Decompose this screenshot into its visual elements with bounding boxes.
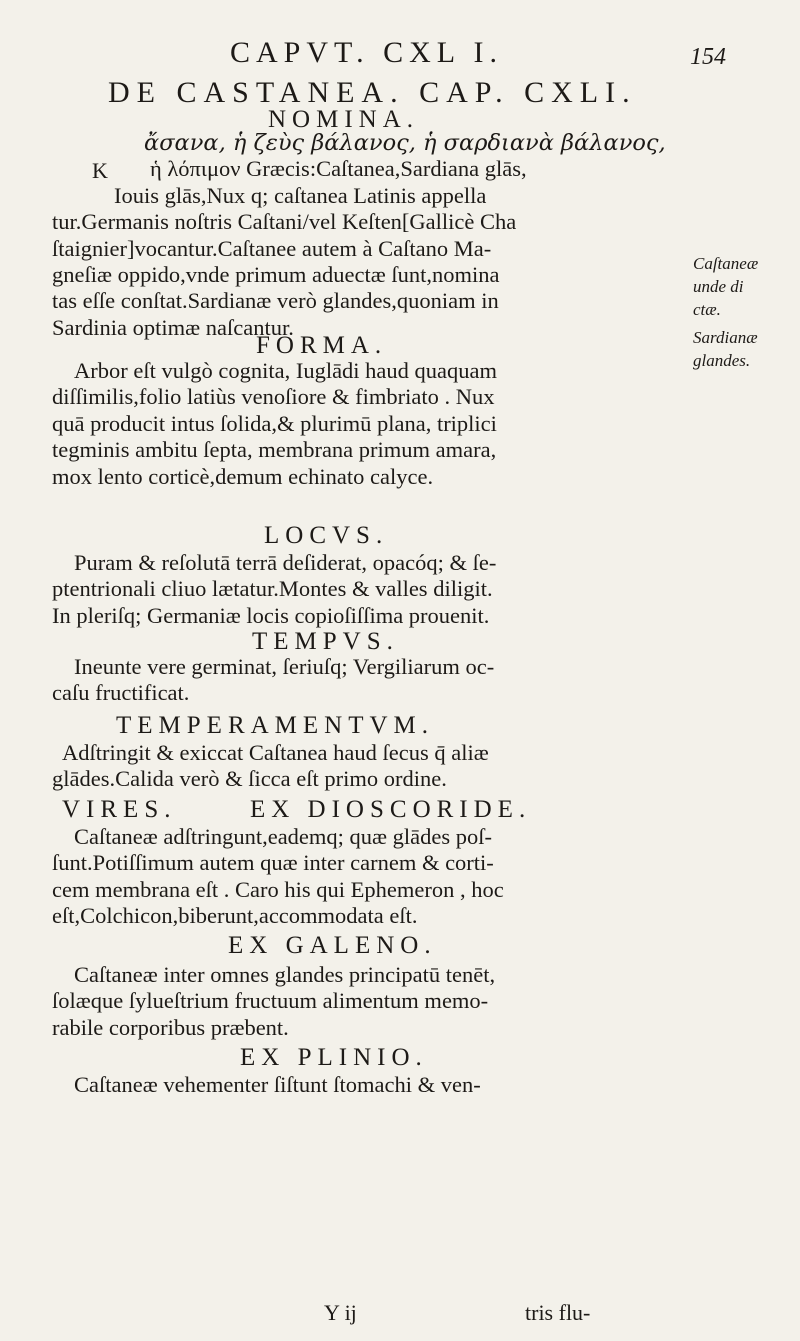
text-line: gneſiæ oppido,vnde primum aduectæ ſunt,nomina <box>52 262 500 288</box>
text-line: diſſimilis,folio latiùs venoſiore & fimbriato . Nux <box>52 384 495 410</box>
catchword: tris flu- <box>525 1300 591 1325</box>
section-heading-vires: VIRES. EX DIOSCORIDE. <box>62 796 532 823</box>
text-line: ἄσανα, ἡ ζεὺς βάλανος, ἡ σαρδιανὰ βάλανος, <box>144 130 666 156</box>
text-line: Ineunte vere germinat, ſeriuſq; Vergiliarum oc- <box>74 654 495 679</box>
text-line: Sardinia optimæ naſcantur. <box>52 314 294 340</box>
text-line: In pleriſq; Germaniæ locis copioſiſſima prouenit. <box>52 602 490 628</box>
page-number: 154 <box>690 44 726 70</box>
text-line: ſolæque ſylueſtrium fructuum alimentum memo- <box>52 988 489 1014</box>
margin-note-sardianae <box>693 326 758 372</box>
section-body-nomina <box>52 130 666 341</box>
margin-note-castaneae <box>693 252 758 321</box>
section-heading-temperamentum: TEMPERAMENTVM. <box>116 712 435 739</box>
margin-letter-k: K <box>92 158 108 183</box>
text-line: ptentrionali cliuo lætatur.Montes & valles diligit. <box>52 576 493 602</box>
section-body-galeno <box>52 962 495 1041</box>
section-body-vires <box>52 824 504 930</box>
text-line: Arbor eſt vulgò cognita, Iuglādi haud quaquam <box>74 358 498 383</box>
section-body-locus <box>52 550 496 629</box>
signature-mark: Y ij <box>324 1300 357 1325</box>
text-line: rabile corporibus præbent. <box>52 1014 289 1040</box>
section-heading-locus: LOCVS. <box>264 522 389 549</box>
margin-note-line: glandes. <box>693 351 751 370</box>
text-line: tur.Germanis noſtris Caſtani/vel Keſten[Gallicè Cha <box>52 209 517 235</box>
margin-note-line: unde di <box>693 277 744 296</box>
section-heading-nomina: NOMINA. <box>268 106 420 133</box>
section-heading-tempus: TEMPVS. <box>252 628 399 655</box>
margin-note-line: Sardianæ <box>693 328 758 347</box>
margin-note-line: Caſtaneæ <box>693 254 759 273</box>
section-body-plinio <box>62 1072 481 1098</box>
text-line: eſt,Colchicon,biberunt,accommodata eſt. <box>52 903 418 929</box>
text-line: glādes.Calida verò & ſicca eſt primo ordine. <box>52 766 447 792</box>
section-body-temperamentum <box>52 740 489 793</box>
text-line: Iouis glās,Nux q; caſtanea Latinis appella <box>114 182 487 208</box>
running-head: CAPVT. CXL I. <box>230 36 503 69</box>
text-line: cem membrana eſt . Caro his qui Ephemeron , hoc <box>52 876 504 902</box>
text-line: Caſtaneæ inter omnes glandes principatū tenēt, <box>74 962 496 987</box>
section-heading-plinio: EX PLINIO. <box>240 1044 428 1071</box>
section-body-forma <box>52 358 497 490</box>
section-heading-galeno: EX GALENO. <box>228 932 437 959</box>
section-body-tempus <box>52 654 494 707</box>
text-line: Adſtringit & exiccat Caſtanea haud ſecus q̄ aliæ <box>62 740 489 765</box>
text-line: Puram & reſolutā terrā deſiderat, opacóq; & ſe- <box>74 550 497 575</box>
text-line: Caſtaneæ vehementer ſiſtunt ſtomachi & ven- <box>74 1072 481 1097</box>
chapter-title: DE CASTANEA. CAP. CXLI. <box>108 76 637 109</box>
margin-note-line: ctæ. <box>693 300 721 319</box>
text-line: caſu fructificat. <box>52 680 190 706</box>
text-line: ſunt.Potiſſimum autem quæ inter carnem & corti- <box>52 850 494 876</box>
text-line: tas eſſe conſtat.Sardianæ verò glandes,quoniam in <box>52 288 499 314</box>
text-line: ſtaignier]vocantur.Caſtanee autem à Caſtano Ma- <box>52 235 492 261</box>
text-line: quā producit intus ſolida,& plurimū plana, triplici <box>52 410 497 436</box>
text-line: ἡ λόπιμον Græcis:Caſtanea,Sardiana glās, <box>150 156 527 182</box>
text-line: tegminis ambitu ſepta, membrana primum amara, <box>52 437 497 463</box>
text-line: mox lento corticè,demum echinato calyce. <box>52 463 434 489</box>
section-heading-forma: FORMA. <box>256 332 388 359</box>
text-line: Caſtaneæ adſtringunt,eademq; quæ glādes poſ- <box>74 824 493 849</box>
